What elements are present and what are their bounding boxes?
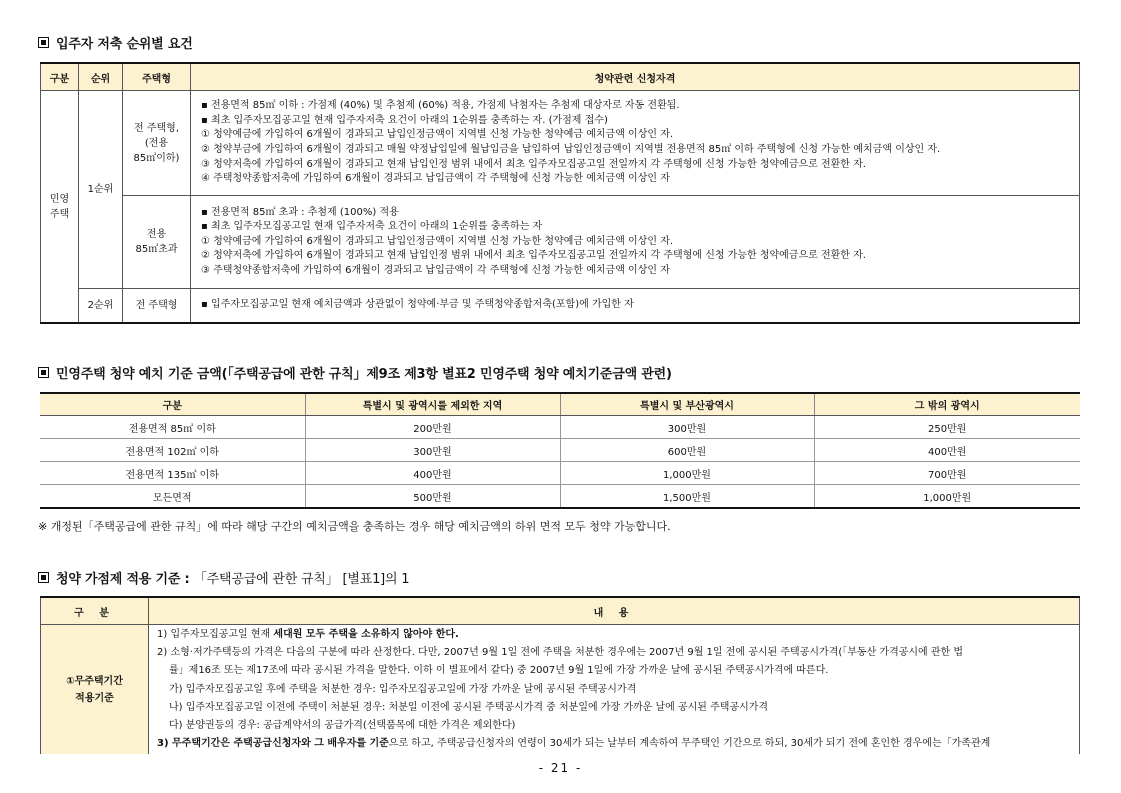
list-item: ▪ 최초 입주자모집공고일 현재 입주자저축 요건이 아래의 1순위를 충족하는 자 [201,221,543,233]
list-item: 1) 입주자모집공고일 현재 세대원 모두 주택을 소유하지 않아야 한다. [157,629,459,640]
point-system-table [40,596,1080,754]
table-cell: 600만원 [560,439,814,462]
deposit-amount-table [40,392,1080,509]
list-item: 3) 무주택기간은 주택공급신청자와 그 배우자를 기준으로 하고, 주택공급신청자의 연령이 30세가 되는 날부터 계속하여 무주택인 기간으로 하되, 30세가 되기 전에 혼인한 경우에는「가족관계 [157,738,991,750]
table-cell: 전용면적 135㎡ 이하 [40,462,305,485]
rank-second: 2순위 [79,289,123,324]
header-seoul-busan: 특별시 및 부산광역시 [560,393,814,416]
table-cell: 300만원 [305,439,560,462]
list-item: ▪ 전용면적 85㎡ 초과 : 추첨제 (100%) 적용 [201,206,399,218]
deposit-note: ※ 개정된「주택공급에 관한 규칙」에 따라 해당 구간의 예치금액을 충족하는 경우 해당 예치금액의 하위 면적 모두 청약 가능합니다. [38,520,671,533]
header-content: 내 용 [149,597,1080,625]
qualification-over-85 [191,196,1080,289]
list-item: ④ 주택청약종합저축에 가입하여 6개월이 경과되고 납입금액이 각 주택형에 신청 가능한 예치금액 이상인 자 [201,173,670,185]
category-private-housing: 민영 주택 [41,91,79,324]
square-bullet-icon [38,37,49,48]
header-category: 구분 [41,63,79,91]
header-other-metro: 그 밖의 광역시 [814,393,1080,416]
housing-type-over-85: 전용 85㎡초과 [123,196,191,289]
header-category: 구분 [40,393,305,416]
table-cell: 250만원 [814,416,1080,439]
table-cell: 400만원 [814,439,1080,462]
section-title-point-system: 청약 가점제 적용 기준 : 「주택공급에 관한 규칙」 [별표1]의 1 [38,568,409,587]
deposit-rank-table [40,62,1080,324]
header-other-regions: 특별시 및 광역시를 제외한 지역 [305,393,560,416]
list-item: 가) 입주자모집공고일 후에 주택을 처분한 경우: 입주자모집공고일에 가장 가까운 날에 공시된 주택공시가격 [169,683,637,695]
table-header-row [41,597,1080,625]
section-title-deposit-requirements: 입주자 저축 순위별 요건 [38,33,193,52]
table-cell: 700만원 [814,462,1080,485]
table-row [41,625,1080,755]
table-cell: 400만원 [305,462,560,485]
table-cell: 전용면적 102㎡ 이하 [40,439,305,462]
table-cell: 300만원 [560,416,814,439]
list-item: ② 청약부금에 가입하여 6개월이 경과되고 매월 약정납입일에 월납입금을 납입하여 납입인정금액이 지역별 전용면적 85㎡ 이하 주택형에 신청 가능한 예치금액 이상인 자. [201,144,941,155]
header-qualification: 청약관련 신청자격 [191,63,1080,91]
table-cell: 1,500만원 [560,485,814,509]
content-no-house-period [149,625,1080,755]
housing-type-all: 전 주택형 [123,289,191,324]
table-row [41,196,1080,289]
table-row [41,91,1080,196]
table-cell: 200만원 [305,416,560,439]
header-category: 구 분 [41,597,149,625]
list-item: 2) 소형·저가주택등의 가격은 다음의 구분에 따라 산정한다. 다만, 2007년 9월 1일 전에 주택을 처분한 경우에는 2007년 9월 1일 전에 공시된 주택공시가격(「부동산 가격공시에 관한 법 [157,647,964,659]
list-item: ③ 청약저축에 가입하여 6개월이 경과되고 현재 납입인정 범위 내에서 최초 입주자모집공고일 전일까지 각 주택형에 신청 가능한 청약예금으로 전환한 자. [201,158,866,170]
table-row [40,462,1080,485]
square-bullet-icon [38,367,49,378]
table-cell: 모든면적 [40,485,305,509]
list-item: ③ 주택청약종합저축에 가입하여 6개월이 경과되고 납입금액이 각 주택형에 신청 가능한 예치금액 이상인 자 [201,264,670,276]
header-housing-type: 주택형 [123,63,191,91]
table-header-row [41,63,1080,91]
list-item: ② 청약저축에 가입하여 6개월이 경과되고 현재 납입인정 범위 내에서 최초 입주자모집공고일 전일까지 각 주택형에 신청 가능한 청약예금으로 전환한 자. [201,250,866,262]
section-title-deposit-amounts: 민영주택 청약 예치 기준 금액(「주택공급에 관한 규칙」제9조 제3항 별표2 민영주택 청약 예치기준금액 관련) [38,363,672,382]
table-row [40,416,1080,439]
table-row [40,485,1080,509]
header-rank: 순위 [79,63,123,91]
table-row [40,439,1080,462]
table-row [41,289,1080,324]
table-header-row [40,393,1080,416]
square-bullet-icon [38,572,49,583]
rank-first: 1순위 [79,91,123,289]
qualification-second-rank: ▪ 입주자모집공고일 현재 예치금액과 상관없이 청약예·부금 및 주택청약종합저축(포함)에 가입한 자 [191,289,1080,324]
table-cell: 1,000만원 [814,485,1080,509]
table-cell: 전용면적 85㎡ 이하 [40,416,305,439]
list-item: ▪ 최초 입주자모집공고일 현재 입주자저축 요건이 아래의 1순위를 충족하는 자. (가점제 접수) [201,114,608,126]
list-item: ▪ 전용면적 85㎡ 이하 : 가점제 (40%) 및 추첨제 (60%) 적용, 가점제 낙첨자는 추첨제 대상자로 자동 전환됨. [201,100,680,112]
qualification-under-85 [191,91,1080,196]
list-item: 다) 분양권등의 경우: 공급계약서의 공급가격(선택품목에 대한 가격은 제외한다) [169,720,516,732]
table-cell: 500만원 [305,485,560,509]
table-cell: 1,000만원 [560,462,814,485]
page-number: - 21 - [538,761,583,775]
list-item: ① 청약예금에 가입하여 6개월이 경과되고 납입인정금액이 지역별 신청 가능한 청약예금 예치금액 이상인 자. [201,129,674,141]
category-no-house-period: ①무주택기간 적용기준 [41,625,149,755]
housing-type-under-85: 전 주택형, (전용 85㎡이하) [123,91,191,196]
list-item: 률」제16조 또는 제17조에 따라 공시된 가격을 말한다. 이하 이 별표에서 같다) 중 2007년 9월 1일에 가장 가까운 날에 공시된 주택공시가격에 따른다. [169,665,829,677]
list-item: ① 청약예금에 가입하여 6개월이 경과되고 납입인정금액이 지역별 신청 가능한 청약예금 예치금액 이상인 자. [201,235,674,247]
list-item: 나) 입주자모집공고일 이전에 주택이 처분된 경우: 처분일 이전에 공시된 주택공시가격 중 처분일에 가장 가까운 날에 공시된 주택공시가격 [169,701,769,713]
